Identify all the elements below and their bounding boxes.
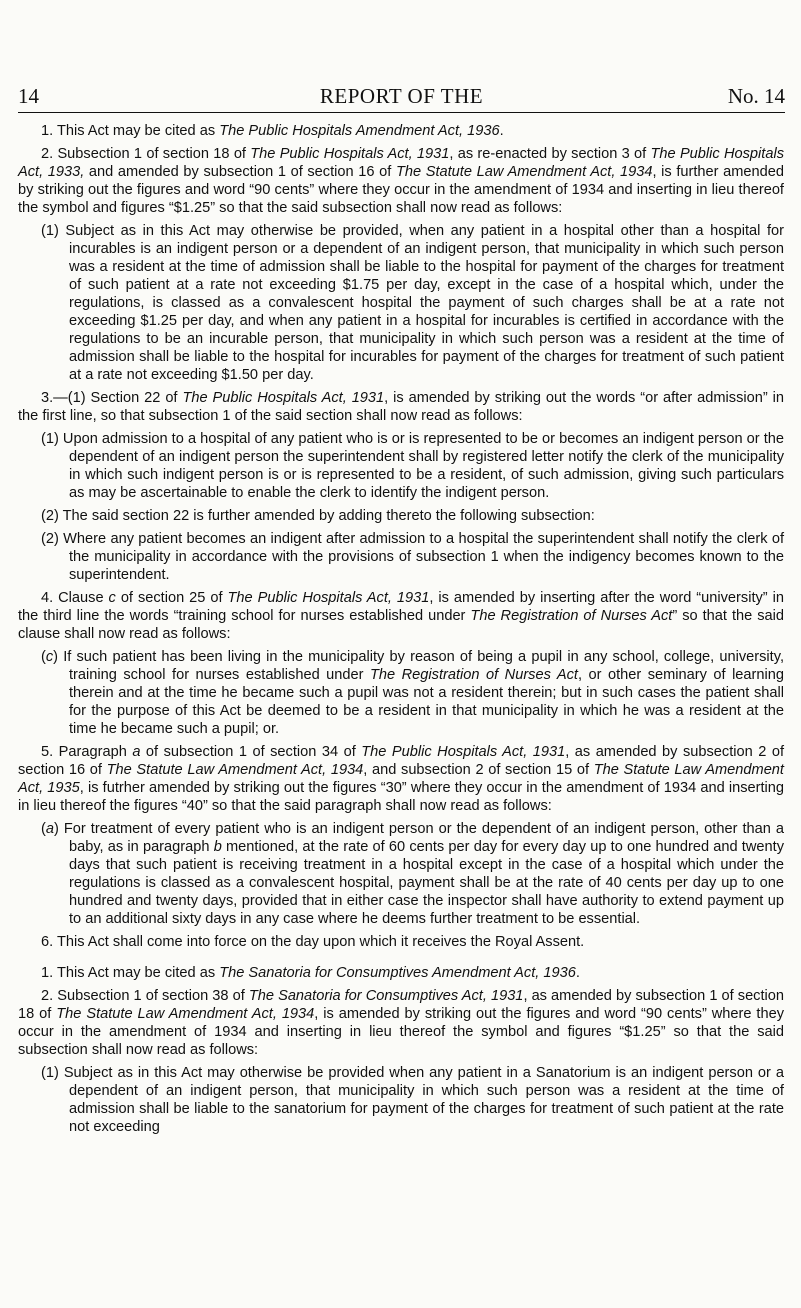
text-run: , is further amended by striking out the figures and word “90 cents” where they occur in the amendment of 1934 and inserting in lieu thereof the symbol and figures “$1.25” so that the said subsection shall now read as follows: xyxy=(18,164,784,216)
text-run: ( xyxy=(41,649,46,665)
text-run: , is futrher amended by striking out the figures “30” where they occur in the amendment of 1934 and inserting in lieu thereof the figures “40” so that the said paragraph shall now read as follows: xyxy=(18,780,784,814)
italic-citation: c xyxy=(45,649,54,665)
italic-citation: The Sanatoria for Consumptives Act, 1931 xyxy=(248,988,524,1004)
text-run: of section 25 of xyxy=(115,590,228,606)
text-run: , as amended by subsection 1 of section 18 of xyxy=(18,988,785,1022)
quoted-clause xyxy=(18,507,784,525)
italic-citation: The Statute Law Amendment Act, 1934 xyxy=(106,762,364,778)
italic-citation: The Sanatoria for Consumptives Amendment Act, 1936 xyxy=(219,965,576,981)
text-run: ” so that the said clause shall now read as follows: xyxy=(18,608,784,642)
text-run: 1. This Act may be cited as xyxy=(41,965,220,981)
text-run: , is amended by striking out the words “or after admission” in the first line, so that subsection 1 of the said section shall now read as follows: xyxy=(18,390,785,424)
text-run: 2. Subsection 1 of section 38 of xyxy=(41,988,249,1004)
italic-citation: b xyxy=(213,839,222,855)
italic-citation: The Statute Law Amendment Act, 1934 xyxy=(56,1006,315,1022)
text-run: mentioned, at the rate of 60 cents per day for every day up to one hundred and twenty days that such patient is receiving treatment in a hospital except in the case of a hospital which under the regulations is classed as a convalescent hospital, payment shall be at the rate of 40 cents per day up to one hundred and twenty days, provided that in either case the inspector shall have authority to extend payment up to an additional sixty days in any case where he deems further treatment to be essential. xyxy=(69,839,784,927)
italic-citation: The Public Hospitals Act, 1933, xyxy=(18,146,784,180)
text-run: , as re-enacted by section 3 of xyxy=(449,146,651,162)
italic-citation: The Public Hospitals Act, 1931 xyxy=(227,590,430,606)
italic-citation: The Registration of Nurses Act xyxy=(470,608,673,624)
text-run: . xyxy=(575,965,580,981)
italic-citation: a xyxy=(132,744,141,760)
text-run: (1) Subject as in this Act may otherwise be provided when any patient in a Sanatorium is an indigent person or a dependent of an indigent person, that municipality in which such person was a resident at the time of admission shall be liable to the sanatorium for payment of the charges for treatment of such patient at the rate not exceeding xyxy=(41,1065,784,1135)
text-run: and amended by subsection 1 of section 16 of xyxy=(84,164,396,180)
page-number: 14 xyxy=(18,84,39,108)
page-header xyxy=(18,84,785,113)
quoted-clause xyxy=(18,430,784,502)
quoted-clause xyxy=(18,820,784,928)
text-run: 1. This Act may be cited as xyxy=(41,123,220,139)
section-paragraph xyxy=(18,122,784,140)
italic-citation: The Statute Law Amendment Act, 1934 xyxy=(395,164,653,180)
text-run: (2) Where any patient becomes an indigent after admission to a hospital the superintendent shall notify the clerk of the municipality in accordance with the provisions of subsection 1 when the indigency becomes known to the superintendent. xyxy=(41,531,784,583)
section-paragraph xyxy=(18,964,784,982)
italic-citation: a xyxy=(45,821,54,837)
text-run: , is amended by striking out the figures and word “90 cents” where they occur in the amendment of 1934 and inserting in lieu thereof the symbol and figures “$1.25” so that the said subsection shall now read as follows: xyxy=(18,1006,784,1058)
issue-number: No. 14 xyxy=(727,84,785,108)
italic-citation: The Public Hospitals Act, 1931 xyxy=(361,744,566,760)
text-run: (2) The said section 22 is further amended by adding thereto the following subsection: xyxy=(41,508,595,524)
text-run: , or other seminary of learning therein and at the time he became such a pupil was not a resident therein; but in such cases the patient shall for the purpose of this Act be deemed to be a resident in that municipality in which he was a resident at the time he became such a pupil; or. xyxy=(69,667,784,737)
text-run: . xyxy=(499,123,504,139)
text-run: ( xyxy=(41,821,46,837)
italic-citation: c xyxy=(108,590,116,606)
quoted-clause xyxy=(18,222,784,384)
italic-citation: The Statute Law Amendment Act, 1935 xyxy=(18,762,784,796)
text-run: 2. Subsection 1 of section 18 of xyxy=(41,146,251,162)
text-run: of subsection 1 of section 34 of xyxy=(140,744,362,760)
quoted-clause xyxy=(18,648,784,738)
quoted-clause xyxy=(18,530,784,584)
italic-citation: The Public Hospitals Act, 1931 xyxy=(250,146,450,162)
running-title: REPORT OF THE xyxy=(319,84,484,108)
text-run: ) If such patient has been living in the municipality by reason of being a pupil in any school, college, university, training school for nurses established under xyxy=(53,649,784,683)
italic-citation: The Public Hospitals Amendment Act, 1936 xyxy=(219,123,500,139)
section-gap xyxy=(18,956,784,964)
section-paragraph xyxy=(18,589,784,643)
text-run: , is amended by inserting after the word “university” in the third line the words “training school for nurses established under xyxy=(18,590,784,624)
text-run: 5. Paragraph xyxy=(41,744,133,760)
section-paragraph xyxy=(18,933,784,951)
section-paragraph xyxy=(18,987,784,1059)
section-paragraph xyxy=(18,389,784,425)
document-body xyxy=(18,122,784,1141)
section-paragraph xyxy=(18,145,784,217)
text-run: , and subsection 2 of section 15 of xyxy=(363,762,594,778)
italic-citation: The Registration of Nurses Act xyxy=(370,667,578,683)
text-run: 4. Clause xyxy=(41,590,109,606)
text-run: 3.—(1) Section 22 of xyxy=(41,390,183,406)
italic-citation: The Public Hospitals Act, 1931 xyxy=(182,390,385,406)
section-paragraph xyxy=(18,743,784,815)
text-run: (1) Subject as in this Act may otherwise be provided, when any patient in a hospital other than a hospital for incurables is an indigent person or a dependent of an indigent person, that municipality in which such person was a resident at the time of admission shall be liable to the hospital for payment of the charges for treatment of such patient at a rate not exceeding $1.75 per day, except in the case of a hospital which, under the regulations, is classed as a convalescent hospital the payment of such charges shall be at a rate not exceeding $1.25 per day, and when any patient in a hospital for incurables is certified in accordance with the regulations to be an incurable person, that municipality in which such person was a resident at the time of admission shall be liable to the hospital for incurables for payment of the charges for treatment of such patient at a rate not exceeding $1.50 per day. xyxy=(41,223,784,383)
text-run: 6. This Act shall come into force on the day upon which it receives the Royal Assent. xyxy=(41,934,585,950)
text-run: , as amended by subsection 2 of section 16 of xyxy=(18,744,784,778)
quoted-clause xyxy=(18,1064,784,1136)
text-run: ) For treatment of every patient who is an indigent person or the dependent of an indigent person, other than a baby, as in paragraph xyxy=(54,821,784,855)
text-run: (1) Upon admission to a hospital of any patient who is or is represented to be or becomes an indigent person or the dependent of an indigent person the superintendent shall by registered letter notify the clerk of the municipality in which such indigent person is or is represented to be a resident, of such admission, giving such particulars as may be ascertainable to enable the clerk to identify the indigent person. xyxy=(41,431,784,501)
